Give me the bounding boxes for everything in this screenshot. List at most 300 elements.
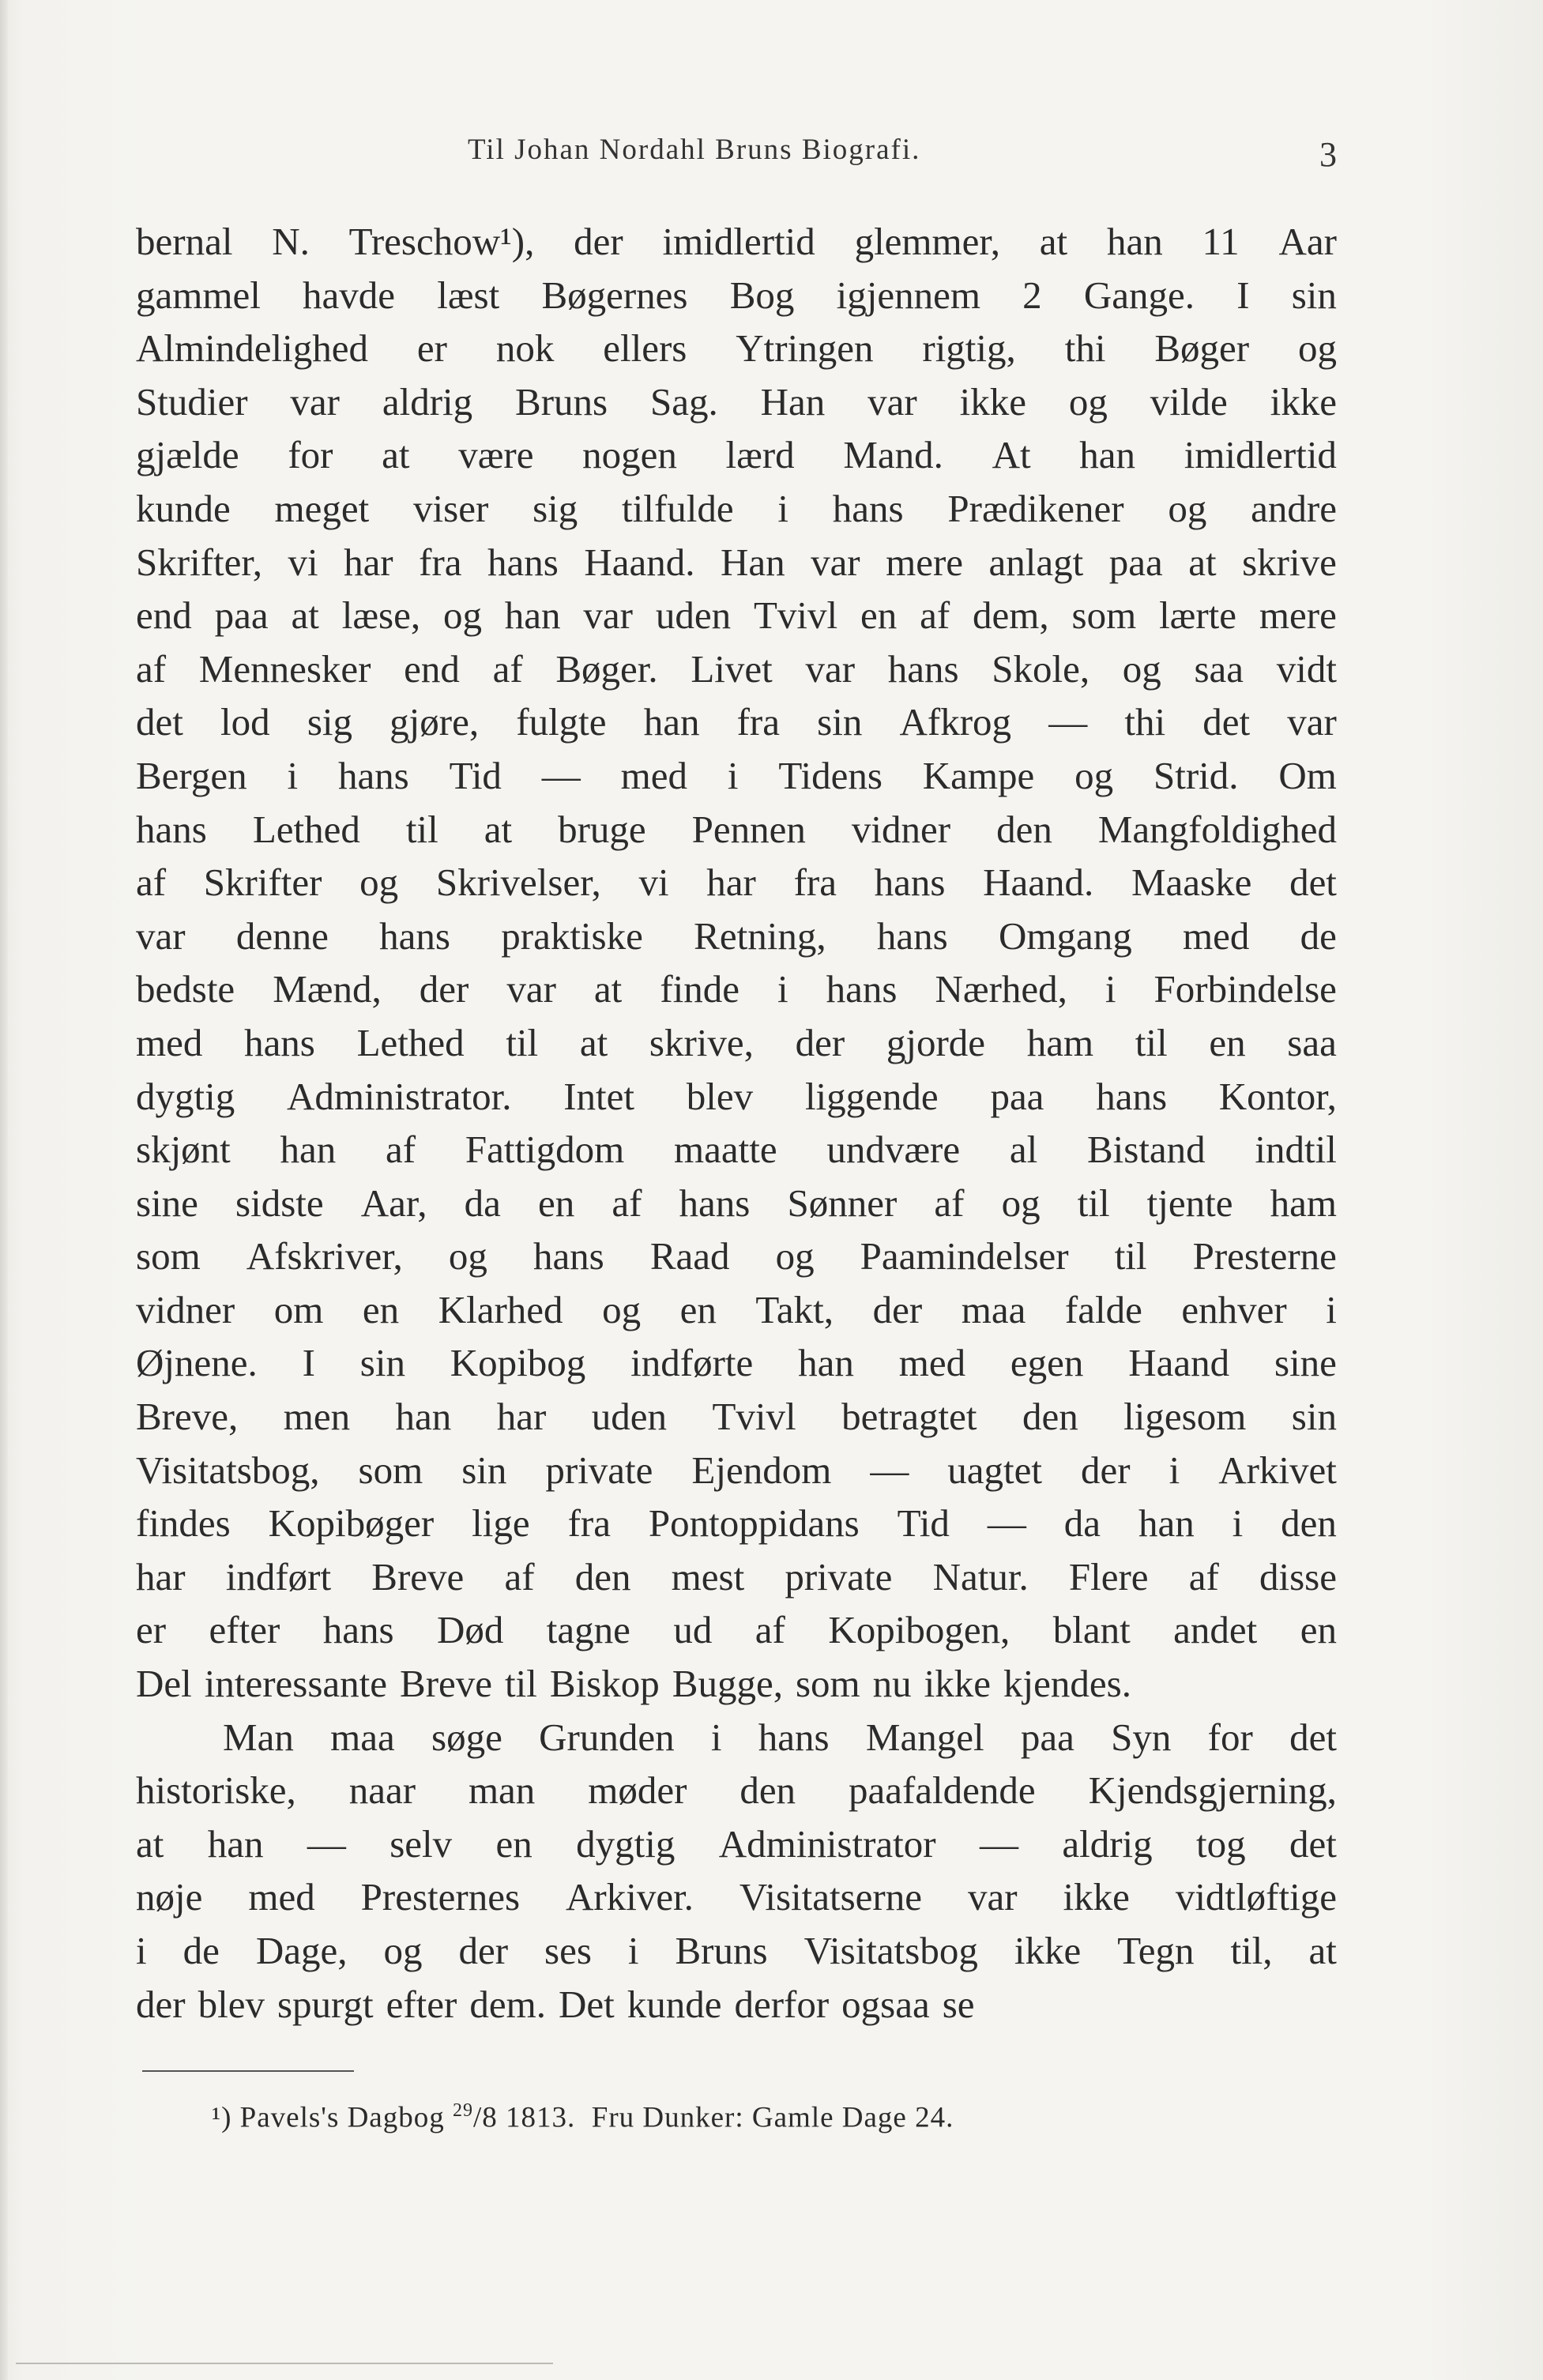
word: sin [1291,1395,1337,1439]
word: lærte [1159,593,1237,638]
word: — [979,1821,1018,1866]
text-line [136,1390,1337,1444]
word: Tvivl [712,1395,796,1439]
word: han [504,593,561,638]
word: Bugge, [672,1662,783,1706]
word: er [136,1608,167,1652]
word: og [602,1287,642,1331]
word: at [579,1020,608,1064]
word: Arkivet [1218,1448,1337,1492]
word: hans [244,1020,315,1064]
word: ham [1026,1020,1094,1064]
word: han [798,1341,854,1385]
word: falde [1064,1287,1142,1331]
word: finde [660,967,740,1011]
word: betragtet [841,1395,977,1439]
word: for [288,433,333,477]
word: han [1106,220,1163,263]
word: Biskop [549,1662,660,1706]
word: Nærhed, [935,967,1067,1011]
word: enhver [1181,1287,1287,1331]
word: Tid [449,753,502,797]
word: at [291,593,319,638]
word: Breve [400,1662,493,1706]
word: og [1001,1181,1041,1225]
word: Sønner [787,1181,898,1225]
word: en [1209,1020,1246,1064]
footnote-rule [142,2070,354,2072]
word: blev [198,1982,265,2026]
word: der [574,220,623,263]
word: Kopibog [450,1341,586,1385]
word: til [1077,1181,1110,1225]
word: Skrifter, [136,540,262,584]
word: Visitatsbog [803,1929,978,1972]
word: i [777,486,788,530]
word: Omgang [998,913,1132,958]
word: Prædikener [947,486,1124,530]
word: af [504,1554,535,1599]
word: andet [1173,1608,1258,1652]
text-line [136,215,1337,269]
word: private [545,1448,653,1492]
word: Sag. [650,379,718,424]
word: Dage, [255,1929,348,1972]
word: al [1009,1128,1038,1172]
word: vi [288,540,318,584]
word: hans [379,913,450,958]
word: hans [136,807,207,851]
word: nu [872,1662,912,1706]
page-edge-shadow [0,0,8,2380]
word: til [505,1662,537,1706]
word: som [1071,593,1137,638]
word: indførte [630,1341,754,1385]
text-line [136,428,1337,482]
text-line [136,749,1337,803]
word: private [785,1554,893,1599]
word: Kopibogen, [828,1608,1010,1652]
word: det [1289,1821,1337,1866]
word: for [1207,1715,1253,1759]
word: Takt, [755,1287,834,1331]
word: hans [826,967,898,1011]
word: undvære [826,1128,961,1172]
word: ogsaa [841,1982,930,2026]
word: bedste [136,967,235,1011]
word: meget [274,486,370,530]
word: han [1079,433,1136,477]
footnote-text-before: Pavels's Dagbog [239,2101,453,2134]
word: Øjnene. [136,1341,258,1385]
word: Visitatserne [739,1875,922,1919]
word: være [458,433,534,477]
word: af [1188,1554,1219,1599]
word: det [1202,700,1251,744]
word: — [541,753,581,797]
word: saa [1194,646,1244,691]
word: uden [591,1395,668,1439]
word: ikke [1270,379,1337,424]
word: bernal [136,220,233,263]
text-line [136,1016,1337,1070]
word: Lethed [356,1020,465,1064]
word: som [358,1448,423,1492]
word: har [136,1554,186,1599]
word: af [136,860,167,905]
word: Skrivelser, [435,860,601,905]
word: at [1188,540,1217,584]
word: den [574,1554,631,1599]
word: kjendes. [1003,1662,1131,1706]
word: var [1287,700,1337,744]
word: nok [495,326,555,371]
text-line [136,322,1337,375]
word: har [496,1395,547,1439]
word: sidste [235,1181,324,1225]
word: vidner [136,1287,235,1331]
word: at [484,807,513,851]
running-title: Til Johan Nordahl Bruns Biografi. [468,134,921,166]
word: andre [1251,486,1337,530]
word: af [612,1181,642,1225]
word: sig [533,486,578,530]
word: derfor [734,1982,830,2026]
word: uagtet [947,1448,1043,1492]
word: Mangfoldighed [1097,807,1337,851]
word: med [248,1875,315,1919]
word: skrive, [649,1020,754,1064]
word: en [538,1181,575,1225]
word: Bøgernes [541,273,688,317]
word: han [643,700,700,744]
word: I [302,1341,315,1385]
word: dem. [469,1982,546,2026]
text-line [136,962,1337,1016]
word: var [967,1875,1018,1919]
word: dygtig [576,1821,676,1866]
word: af [492,646,523,691]
word: Aar [1278,220,1337,263]
word: Om [1278,753,1337,797]
word: med [620,753,687,797]
word: han [207,1821,264,1866]
word: den [996,807,1052,851]
word: Treschow¹), [348,220,535,263]
word: Syn [1111,1715,1172,1759]
word: da [1063,1501,1101,1546]
word: Forbindelse [1153,967,1337,1011]
text-line [136,1230,1337,1283]
word: Mand. [843,433,943,477]
word: hans [533,1234,604,1278]
word: nogen [582,433,677,477]
word: aldrig [382,379,473,424]
word: Bruns [515,379,608,424]
word: Ytringen [736,326,874,371]
word: Haand. [584,540,695,584]
word: Presternes [360,1875,521,1919]
word: egen [1010,1341,1084,1385]
word: Bog [729,273,795,317]
word: der [419,967,469,1011]
word: aldrig [1062,1821,1153,1866]
word: de [1300,913,1337,958]
text-line [136,909,1337,963]
word: Pennen [691,807,806,851]
word: Visitatsbog, [136,1448,320,1492]
text-line [136,1817,1337,1871]
word: hans [679,1181,751,1225]
word: den [1022,1395,1078,1439]
word: og [1298,326,1337,371]
word: spurgt [277,1982,374,2026]
word: efter [209,1608,280,1652]
word: vi [638,860,669,905]
word: findes [136,1501,231,1546]
word: til [405,807,438,851]
word: Bøger. [555,646,658,691]
word: mere [886,540,964,584]
word: Kampe [922,753,1035,797]
text-line [136,1711,1337,1764]
word: i [1105,967,1116,1011]
scan-artifact-line [16,2363,553,2364]
word: — [307,1821,346,1866]
word: glemmer, [854,220,1001,263]
word: var [811,540,860,584]
text-line [136,1603,1337,1657]
word: Natur. [932,1554,1029,1599]
word: da [464,1181,501,1225]
word: Flere [1068,1554,1149,1599]
word: maatte [674,1128,777,1172]
word: der [458,1929,509,1972]
word: med [898,1341,966,1385]
text-line [136,375,1337,429]
word: til, [1230,1929,1273,1972]
word: vidt [1276,646,1337,691]
word: har [344,540,393,584]
word: Fattigdom [465,1128,625,1172]
word: Administrator [718,1821,936,1866]
footnote-date-sup: 29 [452,2100,473,2121]
word: Breve [371,1554,465,1599]
word: paa [990,1074,1044,1118]
word: til [1114,1234,1147,1278]
word: til [1135,1020,1168,1064]
word: Haand [1128,1341,1230,1385]
word: Tegn [1117,1929,1195,1972]
word: læse, [341,593,421,638]
word: hans [876,913,948,958]
word: i [777,967,788,1011]
word: havde [303,273,396,317]
word: kunde [136,486,231,530]
word: thi [1064,326,1106,371]
word: Livet [691,646,773,691]
word: blant [1052,1608,1131,1652]
word: paa [214,593,269,638]
word: i [710,1715,722,1759]
word: Lethed [252,807,360,851]
word: hans [758,1715,830,1759]
text-line [136,1870,1337,1924]
word: en [860,593,898,638]
word: han [1138,1501,1195,1546]
word: gammel [136,273,261,317]
word: Maaske [1131,860,1252,905]
word: imidlertid [1184,433,1337,477]
word: Tidens [778,753,883,797]
word: ikke [924,1662,992,1706]
word: det [1289,860,1337,905]
word: med [1183,913,1250,958]
word: var [805,646,856,691]
word: Klarhed [438,1287,563,1331]
word: Strid. [1153,753,1239,797]
text-line [136,1657,1337,1711]
footnote-text-after: Fru Dunker: Gamle Dage 24. [575,2101,954,2134]
word: anlagt [988,540,1084,584]
word: viser [413,486,489,530]
word: var [136,913,186,958]
word: og [448,1234,487,1278]
word: Aar, [360,1181,427,1225]
word: og [1122,646,1161,691]
word: N. [272,220,310,263]
text-line [136,695,1337,749]
word: dem, [973,593,1049,638]
word: ses [544,1929,592,1972]
word: Breve, [136,1395,239,1439]
word: gjorde [886,1020,986,1064]
word: og [1168,486,1207,530]
word: lod [220,700,270,744]
footnote [212,2100,954,2134]
word: og [442,593,482,638]
word: de [183,1929,220,1972]
word: paafaldende [848,1768,1036,1813]
word: er [416,326,447,371]
word: Skole, [992,646,1090,691]
word: imidlertid [662,220,815,263]
word: af [755,1608,785,1652]
word: maa [330,1715,395,1759]
word: Han [720,540,785,584]
word: at [1039,220,1068,263]
word: der [1081,1448,1131,1492]
word: i [1326,1287,1337,1331]
word: den [1281,1501,1337,1546]
word: Man [223,1715,294,1759]
word: Almindelighed [136,326,368,371]
word: skrive [1242,540,1337,584]
word: Tvivl [753,593,838,638]
word: blev [686,1074,754,1118]
word: indtil [1255,1128,1337,1172]
word: Kjendsgjerning, [1088,1768,1337,1813]
word: møder [588,1768,687,1813]
word: tilfulde [622,486,734,530]
word: ikke [1063,1875,1130,1919]
word: Retning, [694,913,826,958]
word: liggende [804,1074,939,1118]
word: Bruns [675,1929,768,1972]
word: tjente [1146,1181,1233,1225]
word: denne [235,913,329,958]
word: Paamindelser [860,1234,1069,1278]
word: om [273,1287,324,1331]
body-text [136,215,1337,2031]
word: skjønt [136,1128,231,1172]
word: end [136,593,192,638]
word: Mænd, [273,967,382,1011]
word: sig [307,700,352,744]
word: gjøre, [390,700,480,744]
word: ellers [603,326,687,371]
word: efter [386,1982,457,2026]
word: bruge [558,807,646,851]
word: hans [874,860,946,905]
word: 2 [1022,273,1042,317]
word: en [1300,1608,1337,1652]
word: som [136,1234,201,1278]
word: var [290,379,340,424]
word: Del [136,1662,192,1706]
word: maa [961,1287,1026,1331]
word: Tid [897,1501,950,1546]
word: til [506,1020,539,1064]
word: naar [348,1768,416,1813]
word: var [506,967,556,1011]
word: hans [322,1608,394,1652]
word: lige [472,1501,530,1546]
word: paa [1020,1715,1074,1759]
word: i [727,753,739,797]
word: fra [567,1501,611,1546]
word: At [992,433,1031,477]
word: i [1232,1501,1244,1546]
word: var [583,593,633,638]
text-line [136,803,1337,857]
word: og [359,860,399,905]
word: lærd [725,433,795,477]
text-line [136,856,1337,909]
word: — [1048,700,1088,744]
word: af [136,646,167,691]
word: at [136,1821,164,1866]
word: mest [671,1554,745,1599]
word: fra [793,860,837,905]
word: end [404,646,460,691]
word: sin [1291,273,1337,317]
word: Det [558,1982,615,2026]
word: hans [832,486,904,530]
word: fra [736,700,780,744]
word: en [679,1287,717,1331]
word: hans [887,646,959,691]
word: tagne [546,1608,630,1652]
text-line [136,1497,1337,1550]
word: Død [436,1608,504,1652]
word: af [386,1128,416,1172]
word: thi [1124,700,1166,744]
text-line [136,1336,1337,1390]
word: Pontoppidans [648,1501,860,1546]
word: fra [419,540,462,584]
word: i [136,1929,147,1972]
